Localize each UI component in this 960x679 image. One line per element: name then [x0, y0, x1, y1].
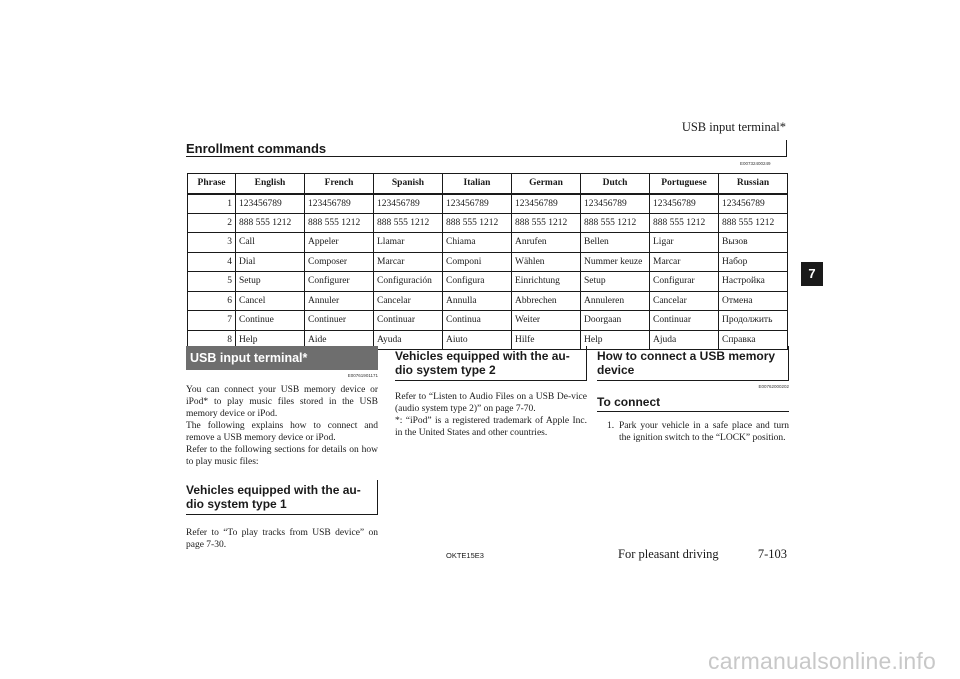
table-row — [188, 213, 788, 233]
column-header: Portuguese — [650, 174, 719, 194]
table-cell: 123456789 — [236, 194, 305, 214]
footer-section-title: For pleasant driving — [618, 547, 719, 561]
table-cell: Abbrechen — [512, 291, 581, 311]
phrase-number-cell: 2 — [188, 213, 236, 233]
table-cell: 888 555 1212 — [719, 213, 788, 233]
table-cell: Einrichtung — [512, 272, 581, 292]
table-cell: Configuración — [374, 272, 443, 292]
table-cell: Continua — [443, 311, 512, 331]
column-connect — [597, 346, 789, 444]
to-connect-heading: To connect — [597, 395, 789, 412]
table-cell: 123456789 — [719, 194, 788, 214]
usb-refer-paragraph: Refer to the following sections for details on how to play music files: — [186, 445, 378, 467]
phrase-number-cell: 3 — [188, 233, 236, 253]
table-cell: 123456789 — [581, 194, 650, 214]
table-cell: Продолжить — [719, 311, 788, 331]
enrollment-code: E00732400249 — [740, 161, 771, 166]
table-cell: Marcar — [374, 252, 443, 272]
table-cell: Annuleren — [581, 291, 650, 311]
phrase-number-cell: 4 — [188, 252, 236, 272]
page-number: 7-103 — [757, 547, 787, 561]
column-type2 — [395, 346, 587, 439]
ipod-footnote: *: “iPod” is a registered trademark of Apple Inc. in the United States and other countries. — [395, 416, 587, 438]
table-cell: 888 555 1212 — [236, 213, 305, 233]
column-header: English — [236, 174, 305, 194]
table-cell: Configurar — [650, 272, 719, 292]
column-header: Italian — [443, 174, 512, 194]
column-header: Phrase — [188, 174, 236, 194]
table-cell: Wählen — [512, 252, 581, 272]
table-cell: Annulla — [443, 291, 512, 311]
table-row — [188, 252, 788, 272]
connect-code: E00762000202 — [758, 384, 789, 389]
table-cell: 888 555 1212 — [443, 213, 512, 233]
phrase-number-cell: 8 — [188, 330, 236, 350]
table-cell: Setup — [581, 272, 650, 292]
table-cell: Отмена — [719, 291, 788, 311]
table-cell: Настройка — [719, 272, 788, 292]
type2-heading: Vehicles equipped with the au-dio system type 2 — [395, 346, 587, 381]
table-cell: Continuar — [374, 311, 443, 331]
column-header: Spanish — [374, 174, 443, 194]
enrollment-title: Enrollment commands — [186, 141, 327, 156]
column-usb-intro — [186, 346, 378, 551]
table-cell: Weiter — [512, 311, 581, 331]
table-row — [188, 233, 788, 253]
phrase-number-cell: 6 — [188, 291, 236, 311]
connect-steps — [597, 420, 789, 444]
table-cell: Continue — [236, 311, 305, 331]
table-cell: 123456789 — [374, 194, 443, 214]
table-cell: Dial — [236, 252, 305, 272]
type1-heading: Vehicles equipped with the au-dio system type 1 — [186, 480, 378, 515]
table-cell: 888 555 1212 — [512, 213, 581, 233]
list-item — [607, 420, 789, 444]
table-cell: 123456789 — [512, 194, 581, 214]
table-cell: Справка — [719, 330, 788, 350]
table-cell: Вызов — [719, 233, 788, 253]
table-cell: Setup — [236, 272, 305, 292]
table-cell: Cancel — [236, 291, 305, 311]
table-cell: Appeler — [305, 233, 374, 253]
table-cell: 888 555 1212 — [581, 213, 650, 233]
table-cell: Aide — [305, 330, 374, 350]
table-row — [188, 291, 788, 311]
phrase-number-cell: 1 — [188, 194, 236, 214]
table-cell: Doorgaan — [581, 311, 650, 331]
column-header: French — [305, 174, 374, 194]
table-row — [188, 272, 788, 292]
phrase-number-cell: 7 — [188, 311, 236, 331]
table-cell: Call — [236, 233, 305, 253]
table-cell: Continuar — [650, 311, 719, 331]
table-cell: Help — [581, 330, 650, 350]
table-cell: Ligar — [650, 233, 719, 253]
table-cell: Cancelar — [650, 291, 719, 311]
usb-section-title: USB input terminal* — [186, 346, 378, 370]
table-row — [188, 194, 788, 214]
watermark: carmanualsonline.info — [708, 648, 936, 674]
enrollment-table — [187, 173, 788, 350]
table-cell: Набор — [719, 252, 788, 272]
table-cell: 888 555 1212 — [305, 213, 374, 233]
step-text: Park your vehicle in a safe place and turn the ignition switch to the “LOCK” position. — [619, 421, 789, 443]
table-cell: Composer — [305, 252, 374, 272]
enrollment-heading — [186, 140, 787, 157]
type1-text: Refer to “To play tracks from USB device” on page 7-30. — [186, 528, 378, 550]
table-cell: Marcar — [650, 252, 719, 272]
footer-code: OKTE15E3 — [446, 551, 484, 560]
table-cell: 888 555 1212 — [650, 213, 719, 233]
column-header: Dutch — [581, 174, 650, 194]
table-cell: 123456789 — [443, 194, 512, 214]
usb-section-code: E00761901171 — [347, 373, 378, 378]
table-cell: Annuler — [305, 291, 374, 311]
column-header: German — [512, 174, 581, 194]
table-cell: Anrufen — [512, 233, 581, 253]
table-cell: Configura — [443, 272, 512, 292]
table-cell: Llamar — [374, 233, 443, 253]
table-cell: Nummer keuze — [581, 252, 650, 272]
connect-heading: How to connect a USB memory device — [597, 346, 789, 381]
table-cell: Hilfe — [512, 330, 581, 350]
table-cell: Bellen — [581, 233, 650, 253]
step-number: 1. — [607, 421, 615, 431]
column-header: Russian — [719, 174, 788, 194]
table-cell: 888 555 1212 — [374, 213, 443, 233]
table-cell: Chiama — [443, 233, 512, 253]
table-cell: Componi — [443, 252, 512, 272]
table-cell: 123456789 — [650, 194, 719, 214]
table-cell: 123456789 — [305, 194, 374, 214]
table-cell: Continuer — [305, 311, 374, 331]
table-cell: Ajuda — [650, 330, 719, 350]
table-cell: Ayuda — [374, 330, 443, 350]
table-row — [188, 311, 788, 331]
type2-text: Refer to “Listen to Audio Files on a USB De-vice (audio system type 2)” on page 7-70. — [395, 392, 587, 414]
usb-explain-paragraph: The following explains how to connect and remove a USB memory device or iPod. — [186, 421, 378, 443]
table-cell: Help — [236, 330, 305, 350]
table-cell: Configurer — [305, 272, 374, 292]
table-body — [188, 194, 788, 350]
table-cell: Aiuto — [443, 330, 512, 350]
chapter-tab: 7 — [801, 262, 823, 286]
table-header-row — [188, 174, 788, 194]
usb-intro-paragraph: You can connect your USB memory device or iPod* to play music files stored in the USB memory device or iPod. — [186, 385, 378, 419]
running-head: USB input terminal* — [681, 120, 786, 134]
table-cell: Cancelar — [374, 291, 443, 311]
phrase-number-cell: 5 — [188, 272, 236, 292]
